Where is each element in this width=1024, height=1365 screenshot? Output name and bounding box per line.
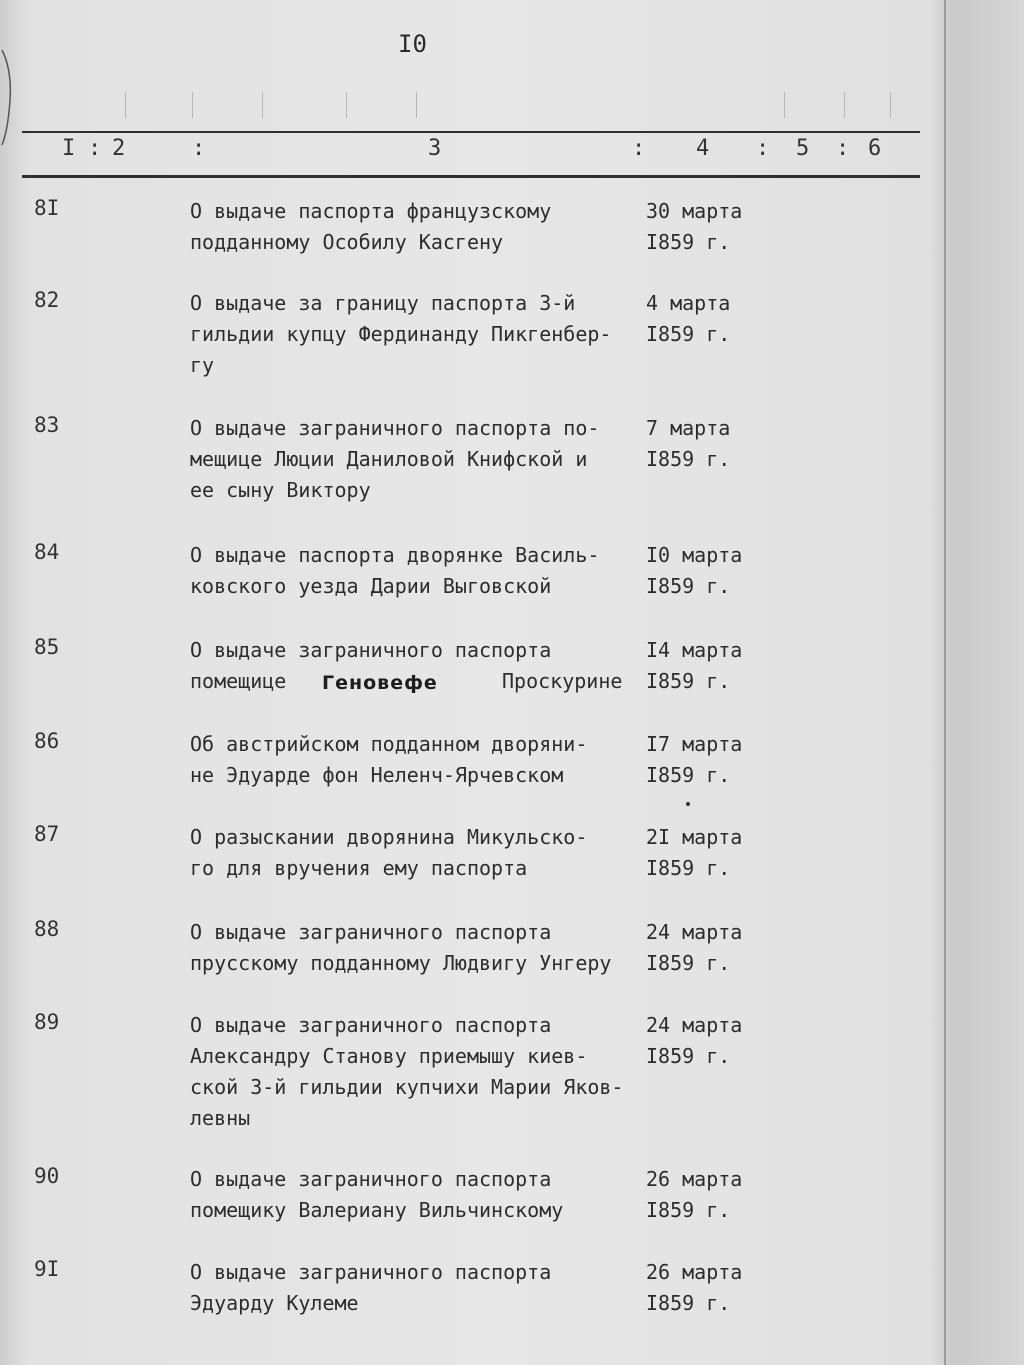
entry-title-line: О выдаче заграничного паспорта [190, 638, 552, 662]
header-bottom-rule [22, 175, 920, 178]
entry-date: 2I марта [646, 825, 743, 849]
entry-date: 26 марта [646, 1260, 743, 1284]
entry-year: I859 г. [646, 856, 731, 880]
page-number: I0 [398, 30, 427, 58]
entry-date: I4 марта [646, 638, 743, 662]
entry-title-line: О выдаче паспорта дворянке Василь- [190, 543, 600, 567]
header-col-5: 5 [796, 136, 810, 161]
header-sep: : [756, 136, 770, 161]
entry-title-line: О выдаче паспорта французскому [190, 199, 552, 223]
entry-date: 4 марта [646, 291, 731, 315]
entry-number: 88 [34, 917, 60, 941]
entry-title-line: О выдаче заграничного паспорта по- [190, 416, 600, 440]
handwritten-name: Геновефе [322, 672, 438, 694]
binding-edge [0, 40, 14, 150]
entry-year: I859 г. [646, 447, 731, 471]
entry-year: I859 г. [646, 951, 731, 975]
entry-number: 9I [34, 1257, 60, 1281]
entry-year: I859 г. [646, 322, 731, 346]
entry-date: I0 марта [646, 543, 743, 567]
entry-number: 90 [34, 1164, 60, 1188]
entry-year: I859 г. [646, 1291, 731, 1315]
entry-number: 89 [34, 1010, 60, 1034]
entry-title-line: Эдуарду Кулеме [190, 1291, 359, 1315]
entry-number: 8I [34, 196, 60, 220]
entry-title-line: гильдии купцу Фердинанду Пикгенбер- [190, 322, 612, 346]
header-sep: : [88, 136, 102, 161]
entry-date: 24 марта [646, 920, 743, 944]
header-top-rule [22, 131, 920, 133]
entry-title-line: прусскому подданному Людвигу Унгеру [190, 951, 612, 975]
entry-date: 30 марта [646, 199, 743, 223]
entry-year: I859 г. [646, 669, 731, 693]
entry-title-line: О разыскании дворянина Микульско- [190, 825, 588, 849]
header-col-2: 2 [112, 136, 126, 161]
entry-title-line: помещику Валериану Вильчинскому [190, 1198, 564, 1222]
entry-title-line: Александру Станову приемышу киев- [190, 1044, 588, 1068]
entry-number: 84 [34, 540, 60, 564]
header-col-6: 6 [868, 136, 882, 161]
entry-title-line: мещице Люции Даниловой Книфской и [190, 447, 588, 471]
entry-date: 7 марта [646, 416, 731, 440]
entry-title-line: гу [190, 353, 215, 377]
entry-year: I859 г. [646, 1198, 731, 1222]
entry-title-line: Об австрийском подданном дворяни- [190, 732, 588, 756]
entry-title-line: ской 3-й гильдии купчихи Марии Яков- [190, 1075, 624, 1099]
header-col-3: 3 [428, 136, 442, 161]
page-fold [944, 0, 946, 1365]
entry-number: 87 [34, 822, 60, 846]
entry-number: 86 [34, 729, 60, 753]
header-sep: : [632, 136, 646, 161]
entry-number: 85 [34, 635, 60, 659]
entry-year: I859 г. [646, 763, 731, 787]
header-col-4: 4 [696, 136, 710, 161]
entry-title-line: О выдаче заграничного паспорта [190, 1260, 552, 1284]
entry-title-line: левны [190, 1106, 251, 1130]
entry-title-line: ее сыну Виктору [190, 478, 371, 502]
entry-title-line: Проскурине [502, 669, 623, 693]
entry-year: I859 г. [646, 1044, 731, 1068]
entry-title-line: О выдаче за границу паспорта 3-й [190, 291, 576, 315]
entry-title-line: О выдаче заграничного паспорта [190, 1013, 552, 1037]
entry-date: I7 марта [646, 732, 743, 756]
entry-title-line: О выдаче заграничного паспорта [190, 1167, 552, 1191]
entry-year: I859 г. [646, 574, 731, 598]
entry-date: 26 марта [646, 1167, 743, 1191]
entry-title-line: го для вручения ему паспорта [190, 856, 528, 880]
ink-mark [686, 802, 690, 806]
header-col-1: I [62, 136, 76, 161]
entry-title-line: О выдаче заграничного паспорта [190, 920, 552, 944]
entry-title-line: помещице [190, 669, 287, 693]
entry-title-line: не Эдуарде фон Неленч-Ярчевском [190, 763, 564, 787]
bleed-through-header [30, 92, 920, 118]
entry-title-line: ковского уезда Дарии Выговской [190, 574, 552, 598]
entry-year: I859 г. [646, 230, 731, 254]
entry-number: 82 [34, 288, 60, 312]
entry-date: 24 марта [646, 1013, 743, 1037]
entry-title-line: подданному Особилу Касгену [190, 230, 504, 254]
header-sep: : [192, 136, 206, 161]
header-sep: : [836, 136, 850, 161]
entry-number: 83 [34, 413, 60, 437]
